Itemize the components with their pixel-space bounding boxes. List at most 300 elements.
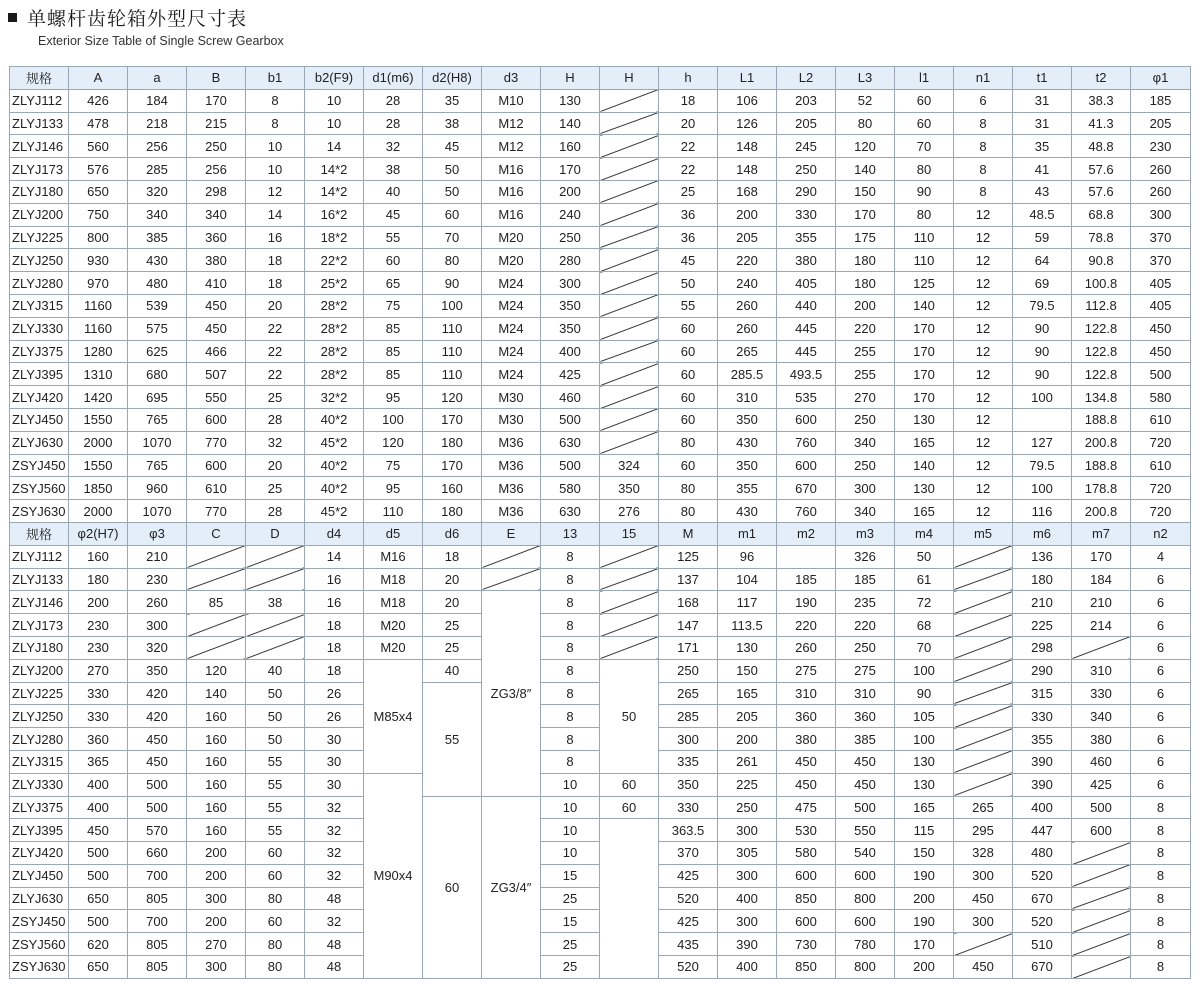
table1-cell: 360: [187, 226, 246, 249]
table1-cell: 60: [659, 386, 718, 409]
table2-cell: 8: [1131, 864, 1191, 887]
table2-cell: [187, 614, 246, 637]
table2-cell: 8: [1131, 887, 1191, 910]
table1-cell: 50: [423, 158, 482, 181]
table2-cell: 460: [1072, 750, 1131, 773]
table1-cell: 8: [954, 135, 1013, 158]
table2-cell: 500: [1072, 796, 1131, 819]
table1-cell: 14*2: [305, 158, 364, 181]
table2-cell: 214: [1072, 614, 1131, 637]
table2-cell: 130: [718, 636, 777, 659]
table1-cell: 170: [423, 454, 482, 477]
table1-cell: 460: [541, 386, 600, 409]
table2-cell: 600: [1072, 819, 1131, 842]
table2-cell: 55: [246, 773, 305, 796]
table1-cell: 10: [246, 135, 305, 158]
table1-cell: 280: [541, 249, 600, 272]
model-cell: ZLYJ420: [10, 386, 69, 409]
table2-cell: 360: [777, 705, 836, 728]
table2-cell: 300: [187, 956, 246, 979]
table2-cell: 330: [1072, 682, 1131, 705]
table1-cell: 575: [128, 317, 187, 340]
table2-cell: 450: [954, 956, 1013, 979]
table1-cell: 80: [836, 112, 895, 135]
table1-cell: 930: [69, 249, 128, 272]
table2-cell: 300: [718, 910, 777, 933]
table1-cell: 12: [954, 340, 1013, 363]
table2-cell: 355: [1013, 728, 1072, 751]
table1-cell: 1310: [69, 363, 128, 386]
table1-cell: 12: [954, 272, 1013, 295]
table1-cell: 22: [246, 363, 305, 386]
table1-cell: 28: [246, 408, 305, 431]
table2-cell: 16: [305, 591, 364, 614]
model-cell: ZLYJ375: [10, 796, 69, 819]
table1-cell: 240: [541, 203, 600, 226]
table2-cell: [246, 614, 305, 637]
table1-cell: 285.5: [718, 363, 777, 386]
table1-cell: 18: [246, 249, 305, 272]
model-cell: ZLYJ200: [10, 659, 69, 682]
table2-header-cell: d5: [364, 522, 423, 545]
model-cell: ZLYJ112: [10, 89, 69, 112]
table2-cell: 305: [718, 842, 777, 865]
table1-cell: 100: [1013, 477, 1072, 500]
table1-cell: 140: [836, 158, 895, 181]
table1-cell: 256: [128, 135, 187, 158]
table2-cell: 180: [69, 568, 128, 591]
table2-cell: 165: [718, 682, 777, 705]
table2-header-cell: m1: [718, 522, 777, 545]
table1-cell: 130: [895, 408, 954, 431]
table1-cell: 110: [364, 500, 423, 523]
table1-cell: 720: [1131, 477, 1191, 500]
table2-cell: [600, 568, 659, 591]
table2-cell: 400: [69, 796, 128, 819]
model-cell: ZSYJ630: [10, 500, 69, 523]
table1-cell: [600, 431, 659, 454]
table2-cell: 235: [836, 591, 895, 614]
table2-cell: 385: [836, 728, 895, 751]
table1-cell: 40*2: [305, 454, 364, 477]
table1-cell: M24: [482, 317, 541, 340]
table1-cell: 22: [246, 317, 305, 340]
table2-cell: 600: [836, 910, 895, 933]
table1-cell: 134.8: [1072, 386, 1131, 409]
table2-cell: 500: [836, 796, 895, 819]
table2-cell: 805: [128, 956, 187, 979]
table2-cell: 6: [1131, 659, 1191, 682]
table1-cell: 12: [954, 363, 1013, 386]
table2-cell: 25: [541, 887, 600, 910]
table1-cell: 720: [1131, 500, 1191, 523]
table2-cell: 20: [423, 568, 482, 591]
table1-cell: 110: [423, 363, 482, 386]
table1-cell: 90: [1013, 340, 1072, 363]
model-cell: ZLYJ395: [10, 819, 69, 842]
table1-cell: 405: [1131, 272, 1191, 295]
table2-header-cell: φ3: [128, 522, 187, 545]
table1-cell: 170: [895, 340, 954, 363]
table1-cell: 285: [128, 158, 187, 181]
table1-cell: 215: [187, 112, 246, 135]
table1-cell: 52: [836, 89, 895, 112]
table2-cell: 230: [69, 614, 128, 637]
table1-cell: 500: [541, 454, 600, 477]
table1-cell: M24: [482, 340, 541, 363]
table1-header-cell: A: [69, 67, 128, 90]
table2-header-cell: m2: [777, 522, 836, 545]
table2-cell: 136: [1013, 545, 1072, 568]
table2-cell: 600: [836, 864, 895, 887]
table1-cell: [600, 294, 659, 317]
table1-cell: 12: [954, 386, 1013, 409]
table1-cell: 95: [364, 386, 423, 409]
table1-header-cell: t1: [1013, 67, 1072, 90]
table1-cell: 600: [187, 408, 246, 431]
table1-cell: 255: [836, 363, 895, 386]
table1-cell: 500: [1131, 363, 1191, 386]
table1-cell: 78.8: [1072, 226, 1131, 249]
table2-cell: 8: [1131, 933, 1191, 956]
table1-cell: 260: [1131, 180, 1191, 203]
table2-cell: 200: [895, 956, 954, 979]
table1-cell: 1070: [128, 500, 187, 523]
table1-cell: 16*2: [305, 203, 364, 226]
table1-cell: 10: [305, 112, 364, 135]
table1-cell: 2000: [69, 500, 128, 523]
model-cell: ZLYJ330: [10, 317, 69, 340]
table1-cell: 85: [364, 363, 423, 386]
table1-cell: M20: [482, 249, 541, 272]
table2-cell: 450: [777, 750, 836, 773]
model-cell: ZSYJ450: [10, 454, 69, 477]
table2-row: [10, 614, 1191, 637]
table1-cell: 480: [128, 272, 187, 295]
table2-cell: 435: [659, 933, 718, 956]
table1-cell: 28*2: [305, 340, 364, 363]
table2-cell: 295: [954, 819, 1013, 842]
table2-cell: 270: [69, 659, 128, 682]
table1-cell: 340: [836, 500, 895, 523]
table1-cell: 695: [128, 386, 187, 409]
table1-cell: 48.5: [1013, 203, 1072, 226]
table2-cell: 450: [777, 773, 836, 796]
table1-cell: 630: [541, 500, 600, 523]
table1-cell: 205: [1131, 112, 1191, 135]
table2-cell: 210: [1013, 591, 1072, 614]
table2-header-cell: d6: [423, 522, 482, 545]
table1-cell: 12: [954, 431, 1013, 454]
table1-cell: 110: [423, 340, 482, 363]
table2-cell: 18: [305, 659, 364, 682]
table2-cell: 8: [1131, 910, 1191, 933]
table1-cell: 100: [1013, 386, 1072, 409]
table1-cell: 188.8: [1072, 454, 1131, 477]
table2-cell: [1072, 933, 1131, 956]
table1-header-cell: 规格: [10, 67, 69, 90]
table2-header-cell: m7: [1072, 522, 1131, 545]
table1-cell: 625: [128, 340, 187, 363]
table1-cell: 550: [187, 386, 246, 409]
table1-cell: 12: [954, 203, 1013, 226]
model-cell: ZLYJ146: [10, 135, 69, 158]
table2-cell: 425: [659, 864, 718, 887]
table1-cell: 445: [777, 317, 836, 340]
table1-cell: 178.8: [1072, 477, 1131, 500]
table2-cell: 32: [305, 819, 364, 842]
table1-cell: 170: [423, 408, 482, 431]
table1-cell: 2000: [69, 431, 128, 454]
table1-cell: 31: [1013, 112, 1072, 135]
table1-cell: 22*2: [305, 249, 364, 272]
table1-cell: 22: [659, 158, 718, 181]
table1-cell: 12: [954, 454, 1013, 477]
table1-cell: 539: [128, 294, 187, 317]
page-subtitle: Exterior Size Table of Single Screw Gearbox: [38, 34, 284, 48]
table2-cell: 105: [895, 705, 954, 728]
table1-cell: 426: [69, 89, 128, 112]
table1-cell: 200.8: [1072, 500, 1131, 523]
table2-cell: 450: [954, 887, 1013, 910]
table1-cell: 250: [836, 454, 895, 477]
table2-cell: [1072, 887, 1131, 910]
model-cell: ZLYJ173: [10, 614, 69, 637]
model-cell: ZSYJ450: [10, 910, 69, 933]
table2-cell: 50: [246, 705, 305, 728]
table2-cell: 210: [128, 545, 187, 568]
table1-cell: 140: [895, 454, 954, 477]
model-cell: ZLYJ630: [10, 431, 69, 454]
table2-cell: 425: [1072, 773, 1131, 796]
table2-cell: 250: [659, 659, 718, 682]
table2-cell: 530: [777, 819, 836, 842]
table1-cell: 200: [718, 203, 777, 226]
table1-cell: 75: [364, 454, 423, 477]
table1-cell: 60: [659, 454, 718, 477]
table1-header-cell: b1: [246, 67, 305, 90]
table1-cell: 385: [128, 226, 187, 249]
table2-cell: 6: [1131, 568, 1191, 591]
table2-cell: 147: [659, 614, 718, 637]
table1-cell: [600, 203, 659, 226]
table2-cell: 8: [541, 614, 600, 637]
table1-cell: 8: [246, 112, 305, 135]
table1-cell: 250: [836, 408, 895, 431]
table2-cell: [954, 545, 1013, 568]
table1-cell: 205: [718, 226, 777, 249]
table2-cell: [954, 773, 1013, 796]
table1-cell: 425: [541, 363, 600, 386]
table2-cell: 40: [423, 659, 482, 682]
table1-cell: 80: [659, 500, 718, 523]
model-cell: ZSYJ630: [10, 956, 69, 979]
table2-cell: [187, 545, 246, 568]
table1-cell: 130: [541, 89, 600, 112]
model-cell: ZLYJ315: [10, 750, 69, 773]
table1-cell: 20: [246, 454, 305, 477]
table2-cell: [954, 682, 1013, 705]
table2-cell: 450: [128, 750, 187, 773]
table1-cell: 41.3: [1072, 112, 1131, 135]
table1-cell: 122.8: [1072, 363, 1131, 386]
table2-cell: 8: [541, 636, 600, 659]
table2-cell: 420: [128, 705, 187, 728]
table1-row: [10, 158, 1191, 181]
table1-cell: 68.8: [1072, 203, 1131, 226]
table1-row: [10, 89, 1191, 112]
table1-cell: 350: [600, 477, 659, 500]
table1-header-cell: H: [600, 67, 659, 90]
table1-cell: 75: [364, 294, 423, 317]
table2-cell: 570: [128, 819, 187, 842]
table1-cell: 28: [246, 500, 305, 523]
table2-cell: 117: [718, 591, 777, 614]
table2-merged-cell: 55: [423, 682, 482, 796]
table1-cell: 170: [895, 386, 954, 409]
table1-cell: 245: [777, 135, 836, 158]
table2-cell: 800: [836, 956, 895, 979]
table1-cell: 380: [187, 249, 246, 272]
table2-merged-cell: 50: [600, 659, 659, 773]
table2-cell: 330: [69, 705, 128, 728]
table1-cell: 170: [895, 363, 954, 386]
table1-header-cell: l1: [895, 67, 954, 90]
table2-cell: 6: [1131, 614, 1191, 637]
table1-row: [10, 317, 1191, 340]
table2-cell: 450: [836, 773, 895, 796]
table2-cell: 300: [954, 910, 1013, 933]
table2-cell: 500: [128, 773, 187, 796]
table2-cell: 300: [954, 864, 1013, 887]
table1-cell: 12: [954, 249, 1013, 272]
table2-cell: 315: [1013, 682, 1072, 705]
table2-cell: [954, 750, 1013, 773]
table2-cell: [600, 545, 659, 568]
table1-cell: 760: [777, 431, 836, 454]
table2-cell: [246, 636, 305, 659]
model-cell: ZLYJ173: [10, 158, 69, 181]
table1-cell: 150: [836, 180, 895, 203]
table1-cell: 100.8: [1072, 272, 1131, 295]
table2-cell: 6: [1131, 682, 1191, 705]
table2-cell: 16: [305, 568, 364, 591]
table1-row: [10, 135, 1191, 158]
model-cell: ZLYJ146: [10, 591, 69, 614]
table1-cell: 14: [246, 203, 305, 226]
table2-cell: [954, 728, 1013, 751]
table1-cell: 41: [1013, 158, 1072, 181]
table1-cell: 765: [128, 408, 187, 431]
table2-cell: 190: [777, 591, 836, 614]
table2-cell: [482, 568, 541, 591]
table2-cell: 32: [305, 910, 364, 933]
table2-cell: 205: [718, 705, 777, 728]
table2-cell: 310: [836, 682, 895, 705]
table1-header-cell: d2(H8): [423, 67, 482, 90]
table2-cell: 260: [777, 636, 836, 659]
table1-cell: 630: [541, 431, 600, 454]
table2-cell: 26: [305, 705, 364, 728]
table2-cell: 450: [836, 750, 895, 773]
table1-cell: 79.5: [1013, 454, 1072, 477]
table2-header-row: [10, 522, 1191, 545]
table1-cell: 340: [128, 203, 187, 226]
table2-cell: 25: [541, 956, 600, 979]
table1-cell: 160: [541, 135, 600, 158]
table1-cell: 1160: [69, 294, 128, 317]
table2-cell: M18: [364, 568, 423, 591]
table1-cell: 50: [423, 180, 482, 203]
table1-cell: M24: [482, 272, 541, 295]
table1-row: [10, 431, 1191, 454]
table2-cell: 190: [895, 910, 954, 933]
table1-cell: 370: [1131, 226, 1191, 249]
table1-row: [10, 272, 1191, 295]
table1-cell: 350: [718, 454, 777, 477]
table2-cell: 298: [1013, 636, 1072, 659]
table2-cell: 100: [895, 659, 954, 682]
table2-merged-cell: M90x4: [364, 773, 423, 978]
table2-cell: 140: [187, 682, 246, 705]
table2-cell: 130: [895, 773, 954, 796]
table2-cell: 60: [246, 842, 305, 865]
table2-cell: 50: [246, 728, 305, 751]
table2-cell: 780: [836, 933, 895, 956]
table1-cell: M30: [482, 408, 541, 431]
table2-cell: 18: [305, 636, 364, 659]
table1-cell: 580: [541, 477, 600, 500]
page-title: 单螺杆齿轮箱外型尺寸表: [27, 9, 248, 30]
table1-row: [10, 454, 1191, 477]
table2-cell: 38: [246, 591, 305, 614]
table2-cell: 8: [541, 682, 600, 705]
table2-cell: 8: [541, 705, 600, 728]
table2-cell: 160: [187, 773, 246, 796]
table1-cell: 130: [895, 477, 954, 500]
table2-cell: M20: [364, 636, 423, 659]
table1-cell: 80: [423, 249, 482, 272]
table1-cell: 410: [187, 272, 246, 295]
table1-cell: 45: [423, 135, 482, 158]
table1-cell: 12: [954, 500, 1013, 523]
table2-cell: 400: [718, 956, 777, 979]
model-cell: ZLYJ280: [10, 728, 69, 751]
table2-cell: 200: [718, 728, 777, 751]
table1-cell: 220: [718, 249, 777, 272]
table2-cell: 200: [895, 887, 954, 910]
table2-cell: 500: [69, 842, 128, 865]
table1-cell: 260: [1131, 158, 1191, 181]
table2-row: [10, 773, 1191, 796]
table2-cell: 660: [128, 842, 187, 865]
table1-cell: [600, 89, 659, 112]
table1-cell: 430: [718, 431, 777, 454]
table1-cell: 188.8: [1072, 408, 1131, 431]
table2-cell: 8: [541, 545, 600, 568]
table1-cell: 25: [246, 386, 305, 409]
table1-cell: 240: [718, 272, 777, 295]
table2-header-cell: m6: [1013, 522, 1072, 545]
table2-cell: 520: [1013, 910, 1072, 933]
table2-cell: 450: [128, 728, 187, 751]
table2-cell: [777, 545, 836, 568]
table1-row: [10, 386, 1191, 409]
table1-cell: 10: [246, 158, 305, 181]
table1-cell: 38.3: [1072, 89, 1131, 112]
table2-row: [10, 796, 1191, 819]
table2-cell: 326: [836, 545, 895, 568]
